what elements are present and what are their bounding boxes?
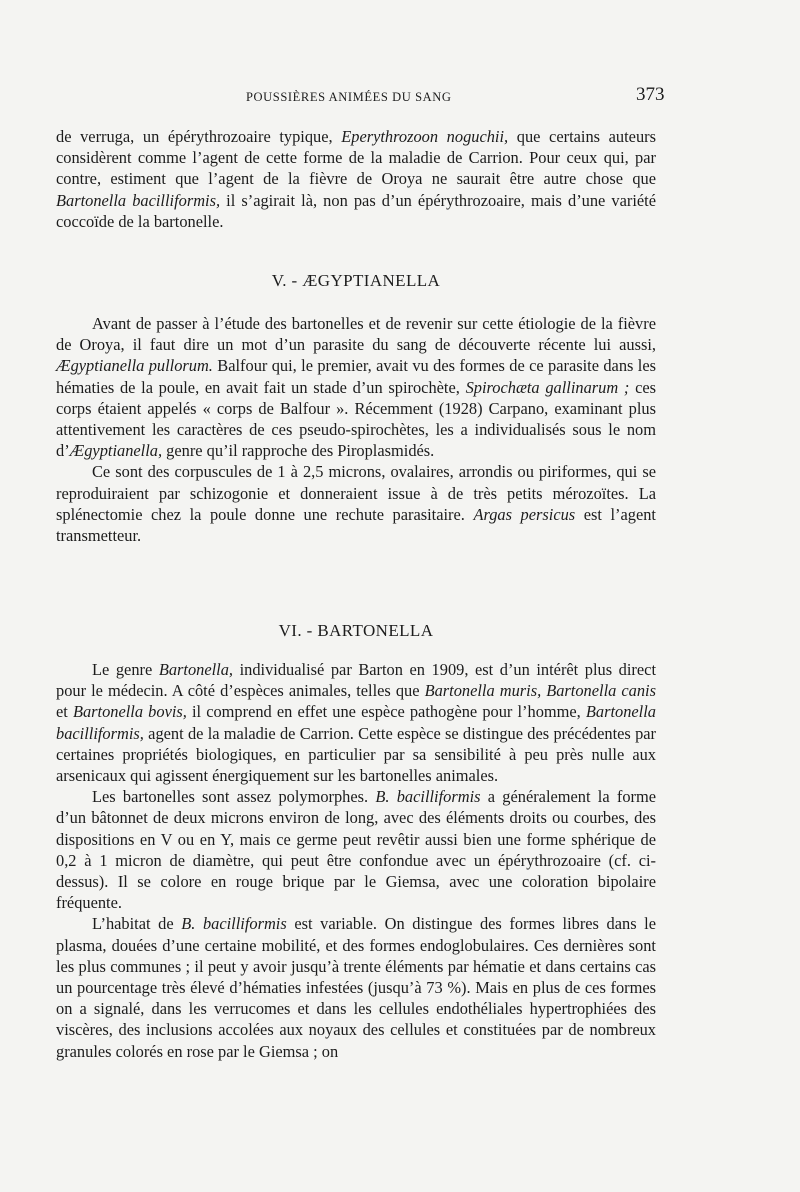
paragraph-aegyptianella-intro <box>56 313 656 461</box>
text-run: a généralement la forme d’un bâtonnet de deux microns environ de long, avec des éléments droits ou courbes, des dispositions en V ou en Y, mais ce germe peut revêtir aussi bien une forme sphérique de 0,2 à 1 micron de diamètre, qui peut être confondue avec un épérythrozoaire (cf. ci-dessus). Il se colore en rouge brique par le Giemsa, avec une coloration bipolaire fréquente. <box>56 787 656 913</box>
genus-name: Bartonella, <box>158 660 234 679</box>
text-run: Le genre <box>92 660 159 679</box>
paragraph-aegyptianella-morphology <box>56 461 656 546</box>
running-title: POUSSIÈRES ANIMÉES DU SANG <box>246 90 452 104</box>
text-run: et <box>56 702 73 722</box>
species-name: Bartonella bovis, <box>72 702 187 722</box>
text-run: Les bartonelles sont assez polymorphes. <box>92 787 376 807</box>
species-name: B. bacilliformis <box>181 914 287 934</box>
text-run: genre qu’il rapproche des Piroplasmidés. <box>162 441 435 461</box>
species-name: Spirochæta gallinarum ; <box>465 377 630 397</box>
text-run: est variable. On distingue des formes libres dans le plasma, douées d’une certaine mobilité, et des formes endoglobulaires. Ces dernières sont les plus communes ; il peut y avoir jusqu’à trente éléments par hématie et dans certains cas un pourcentage très élevé d’hématies infestées (jusqu’à 73 %). Mais en plus de ces formes on a signalé, dans les verrucomes et dans les cellules endothéliales hypertrophiées des viscères, des inclusions accolées aux noyaux des cellules et constituées par de nombreux granules colorés en rose par le Giemsa ; on <box>56 914 657 1061</box>
text-run: Avant de passer à l’étude des bartonelles et de revenir sur cette étiologie de la fièvre de Oroya, il faut dire un mot d’un parasite du sang de découverte récente lui aussi, <box>56 314 656 355</box>
paragraph-bartonella-habitat <box>56 913 656 1061</box>
text-run: il comprend en effet une espèce pathogène pour l’homme, <box>186 702 586 722</box>
text-block-bartonella <box>56 659 656 1062</box>
text-run: agent de la maladie de Carrion. Cette espèce se distingue des précédentes par certaines propriétés biologiques, en particulier par sa sensibilité à peu près nulle aux arsenicaux qui agissent énergiquement sur les bartonelles animales. <box>56 723 656 786</box>
paragraph-bartonella-genus <box>56 659 656 786</box>
species-name: Eperythrozoon noguchii, <box>341 127 509 146</box>
species-name: Ægyptianella pullorum. <box>56 356 213 376</box>
page-number: 373 <box>636 84 665 105</box>
species-name: B. bacilliformis <box>375 787 481 807</box>
text-run: ces corps étaient appelés « corps de Balfour ». Récemment (1928) Carpano, examinant plus attentivement les caractères de ces pseudo-spirochètes, les a individualisés sous le nom d’ <box>56 377 656 461</box>
running-header <box>0 84 800 108</box>
text-run: est l’agent transmetteur. <box>56 504 656 546</box>
text-run: Balfour qui, le premier, avait vu des formes de ce parasite dans les hématies de la poule, en avait fait un stade d’un spirochète, <box>56 356 656 397</box>
text-run: de verruga, un épérythrozoaire typique, <box>56 127 342 146</box>
species-name: Bartonella bacilliformis, <box>56 190 221 210</box>
text-block-intro <box>56 126 656 232</box>
paragraph-verruga <box>56 126 656 232</box>
text-block-aegyptianella <box>56 313 656 546</box>
text-run: il s’agirait là, non pas d’un épérythrozoaire, mais d’une variété coccoïde de la bartonelle. <box>56 190 656 231</box>
text-run: que certains auteurs considèrent comme l’agent de cette forme de la maladie de Carrion. Pour ceux qui, par contre, estiment que l’agent de la fièvre de Oroya ne saurait être autre chose que <box>56 127 656 189</box>
paragraph-bartonella-morphology <box>56 786 656 913</box>
section-heading-aegyptianella: V. - ÆGYPTIANELLA <box>271 271 441 290</box>
text-run: individualisé par Barton en 1909, est d’un intérêt plus direct pour le médecin. A côté d’espèces animales, telles que <box>56 660 656 701</box>
text-run: Ce sont des corpuscules de 1 à 2,5 microns, ovalaires, arrondis ou piriformes, qui se reproduiraient par schizogonie et donneraient issue à de très petits mérozoïtes. La splénectomie chez la poule donne une rechute parasitaire. <box>56 462 656 524</box>
species-name: Argas persicus <box>473 504 576 524</box>
species-name: Bartonella muris, Bartonella canis <box>424 681 656 701</box>
species-name: Bartonella bacilliformis, <box>56 702 656 743</box>
text-run: L’habitat de <box>92 914 182 934</box>
genus-name: Ægyptianella, <box>69 441 163 461</box>
section-heading-bartonella: VI. - BARTONELLA <box>278 621 434 640</box>
